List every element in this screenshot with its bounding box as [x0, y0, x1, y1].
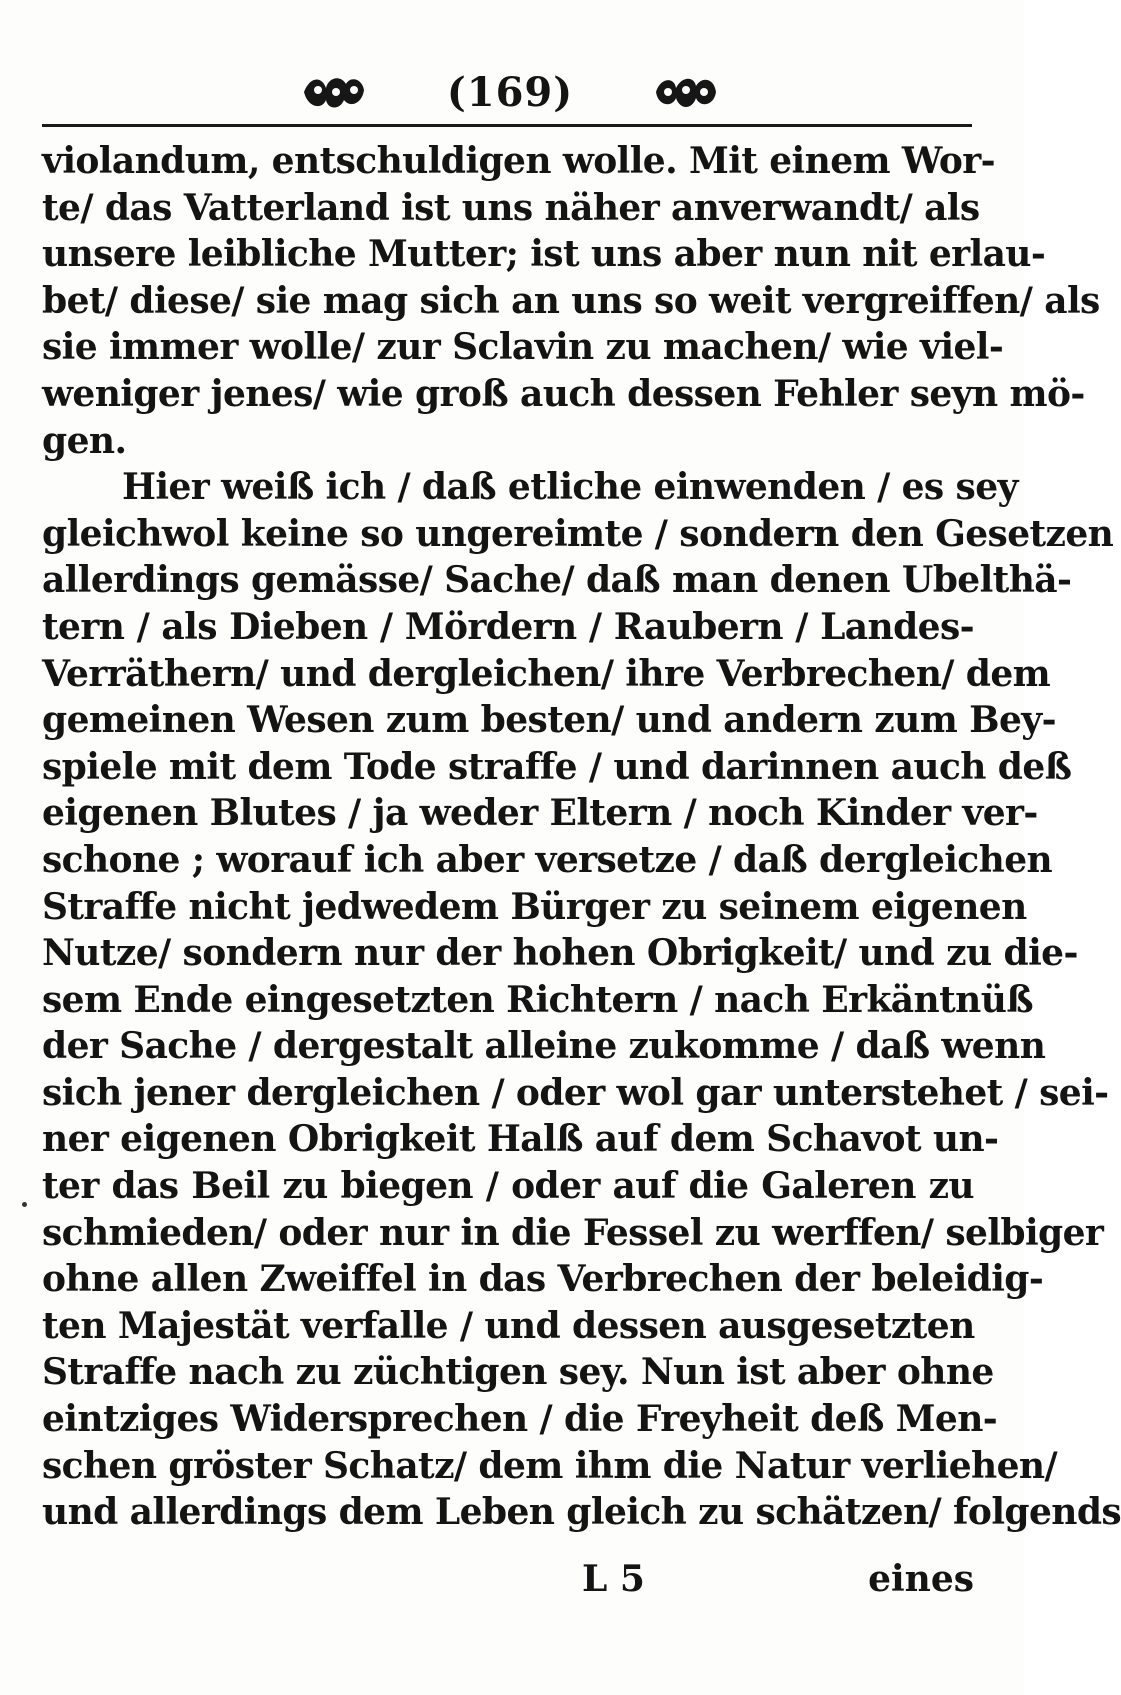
ornament-icon [300, 70, 368, 114]
text-line: Nutze/ sondern nur der hohen Obrigkeit/ und zu die- [42, 932, 1078, 975]
text-line: ner eigenen Obrigkeit Halß auf dem Schavot un- [42, 1118, 999, 1161]
catchword: eines [868, 1558, 974, 1600]
ornament-icon [652, 70, 720, 114]
stray-ink-dot [22, 1202, 27, 1207]
text-line: Straffe nach zu züchtigen sey. Nun ist aber ohne [42, 1351, 994, 1394]
header-rule [42, 124, 972, 127]
text-line: gleichwol keine so ungereimte / sondern den Gesetzen [42, 512, 1114, 555]
text-line: ohne allen Zweiffel in das Verbrechen der beleidig- [42, 1258, 1044, 1301]
text-line: bet/ diese/ sie mag sich an uns so weit vergreiffen/ als [42, 279, 1100, 322]
text-line: violandum, entschuldigen wolle. Mit einem Wor- [42, 140, 995, 182]
text-line: sem Ende eingesetzten Richtern / nach Erkäntnüß [42, 978, 1034, 1021]
text-line: gen. [42, 419, 127, 462]
text-line: unsere leibliche Mutter; ist uns aber nun nit erlau- [42, 233, 1046, 276]
text-line: allerdings gemässe/ Sache/ daß man denen Ubelthä- [42, 559, 1072, 602]
paragraph-start-line: Hier weiß ich / daß etliche einwenden / es sey [122, 466, 1018, 509]
text-line: sich jener dergleichen / oder wol gar unterstehet / sei- [42, 1071, 1109, 1114]
text-line: tern / als Dieben / Mördern / Raubern / Landes- [42, 605, 974, 648]
text-line: ter das Beil zu biegen / oder auf die Galeren zu [42, 1165, 974, 1208]
text-line: gemeinen Wesen zum besten/ und andern zum Bey- [42, 699, 1056, 742]
page-number: (169) [446, 68, 574, 116]
text-line: sie immer wolle/ zur Sclavin zu machen/ wie viel- [42, 326, 1004, 369]
body-text [42, 138, 1121, 1536]
text-line: Straffe nicht jedwedem Bürger zu seinem eigenen [42, 885, 1027, 928]
text-line: schmieden/ oder nur in die Fessel zu werffen/ selbiger [42, 1211, 1104, 1254]
text-line: schone ; worauf ich aber versetze / daß dergleichen [42, 838, 1053, 881]
text-line: ten Majestät verfalle / und dessen ausgesetzten [42, 1304, 975, 1347]
text-line: eigenen Blutes / ja weder Eltern / noch Kinder ver- [42, 792, 1038, 835]
text-line: spiele mit dem Tode straffe / und darinnen auch deß [42, 745, 1072, 788]
text-line: der Sache / dergestalt alleine zukomme / daß wenn [42, 1025, 1046, 1068]
text-line: weniger jenes/ wie groß auch dessen Fehler seyn mö- [42, 372, 1085, 415]
signature-mark: L 5 [582, 1558, 645, 1600]
page-footer [42, 1558, 974, 1608]
text-line: und allerdings dem Leben gleich zu schätzen/ folgends [42, 1491, 1121, 1534]
text-line: te/ das Vatterland ist uns näher anverwandt/ als [42, 186, 980, 229]
page-header [300, 62, 720, 122]
text-line: eintziges Widersprechen / die Freyheit deß Men- [42, 1398, 998, 1441]
text-line: schen gröster Schatz/ dem ihm die Natur verliehen/ [42, 1444, 1058, 1487]
text-line: Verräthern/ und dergleichen/ ihre Verbrechen/ dem [42, 652, 1051, 695]
